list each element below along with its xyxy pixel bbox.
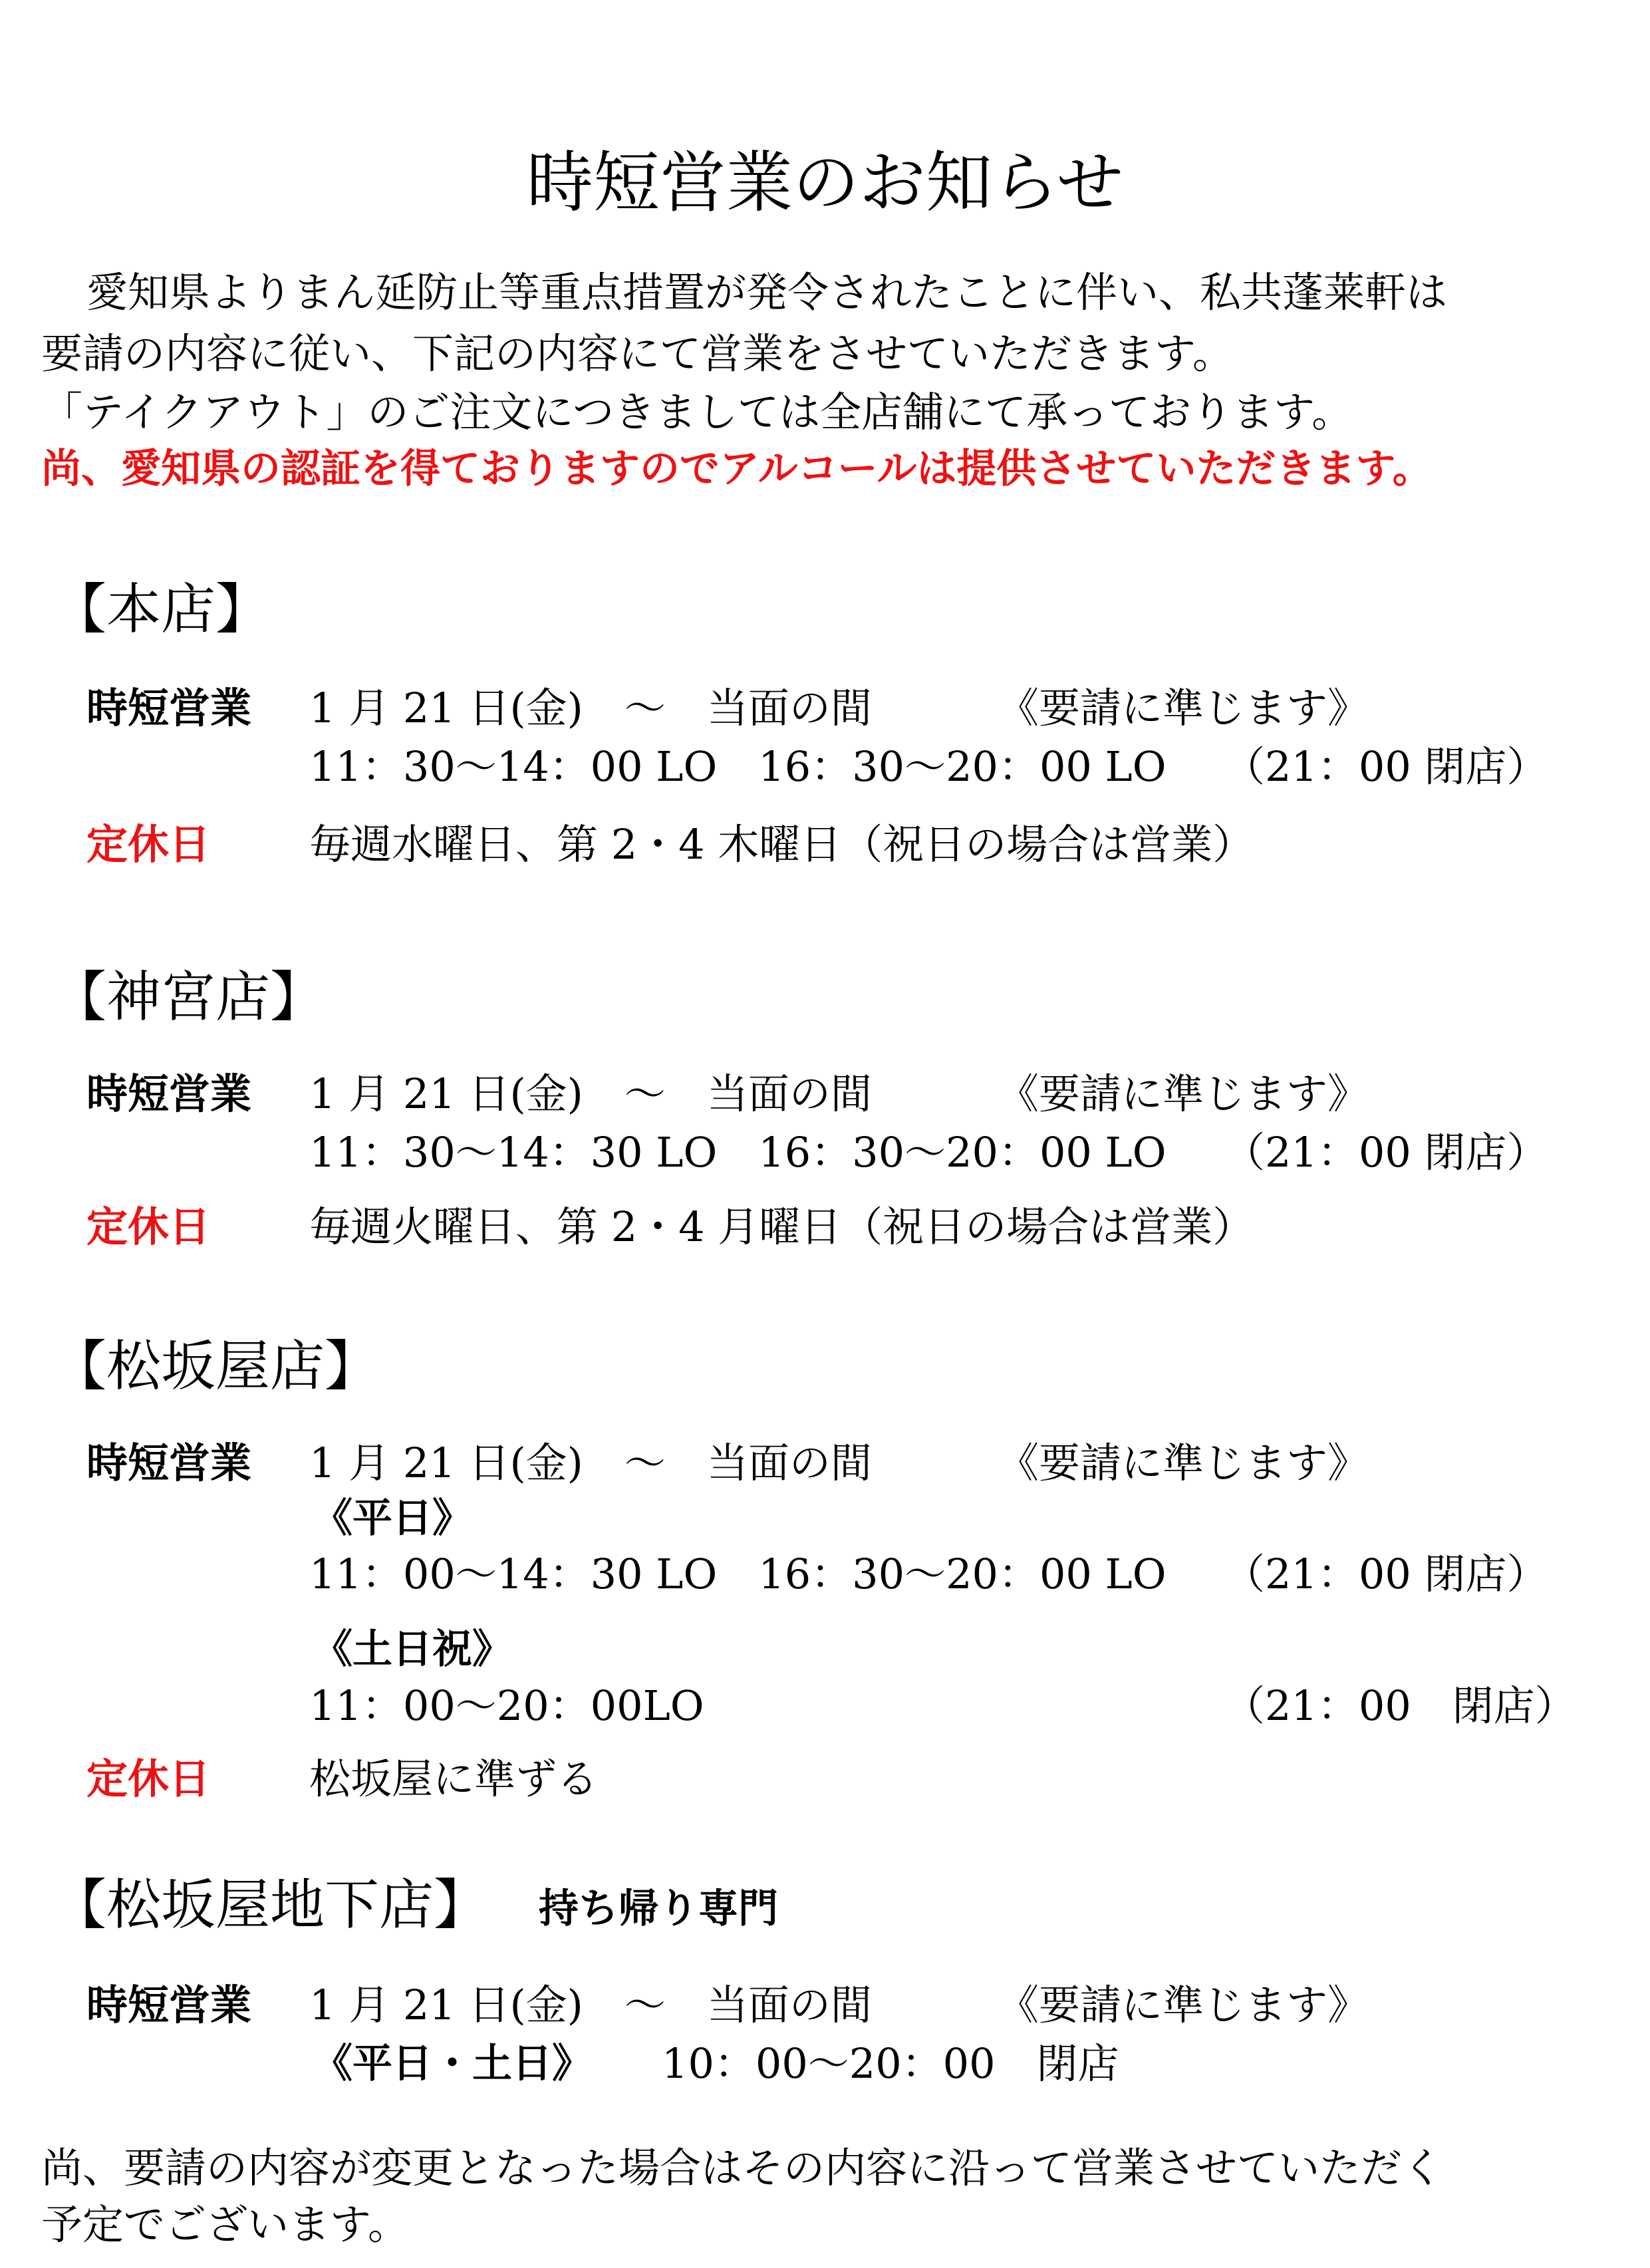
closing-time-weekend: （21：00 閉店） [1224, 1681, 1576, 1730]
footer-line-1: 尚、要請の内容が変更となった場合はその内容に沿って営業させていただく [41, 2144, 1444, 2192]
store-name-honten: 【本店】 [52, 578, 271, 641]
hours-note: 《要請に準じます》 [998, 1069, 1369, 1118]
hours-label: 時短営業 [86, 1981, 252, 2029]
hours-period: 1 月 21 日(金) ～ 当面の間 [309, 1439, 872, 1487]
closed-day-value: 毎週火曜日、第 2・4 月曜日（祝日の場合は営業） [309, 1203, 1254, 1251]
intro-line-1: 愛知県よりまん延防止等重点措置が発令されたことに伴い、私共蓬莱軒は [86, 268, 1448, 317]
hours-note: 《要請に準じます》 [998, 1981, 1369, 2029]
hours-note: 《要請に準じます》 [998, 1439, 1369, 1487]
hours-time: 11：30～14：00 LO 16：30～20：00 LO [309, 742, 1167, 791]
store-name-jingu: 【神宮店】 [52, 966, 325, 1029]
footer-line-2: 予定でございます。 [41, 2200, 410, 2249]
weekday-label: 《平日》 [313, 1495, 472, 1542]
hours-label: 時短営業 [86, 1069, 252, 1118]
days-label: 《平日・土日》 [313, 2041, 592, 2087]
closing-time-weekday: （21：00 閉店） [1224, 1550, 1548, 1598]
closed-day-value: 松坂屋に準ずる [309, 1755, 599, 1803]
closed-day-label: 定休日 [86, 1203, 211, 1251]
weekend-label: 《土日祝》 [313, 1626, 512, 1673]
hours-time: 11：30～14：30 LO 16：30～20：00 LO [309, 1128, 1167, 1177]
hours-period: 1 月 21 日(金) ～ 当面の間 [309, 684, 872, 732]
hours-time-weekday: 11：00～14：30 LO 16：30～20：00 LO [309, 1550, 1167, 1598]
alcohol-notice: 尚、愛知県の認証を得ておりますのでアルコールは提供させていただきます。 [41, 446, 1433, 492]
hours-period: 1 月 21 日(金) ～ 当面の間 [309, 1981, 872, 2029]
intro-line-3: 「テイクアウト」のご注文につきましては全店舗にて承っております。 [41, 388, 1353, 436]
hours-time: 10：00～20：00 閉店 [662, 2039, 1119, 2088]
hours-label: 時短営業 [86, 1439, 252, 1487]
closed-day-label: 定休日 [86, 820, 211, 869]
closing-time: （21：00 閉店） [1224, 742, 1548, 791]
store-name-matsuzakaya-basement: 【松坂屋地下店】 [52, 1874, 489, 1937]
closing-time: （21：00 閉店） [1224, 1128, 1548, 1177]
store-name-matsuzakaya: 【松坂屋店】 [52, 1335, 380, 1398]
hours-time-weekend: 11：00～20：00LO [309, 1681, 704, 1730]
intro-line-2: 要請の内容に従い、下記の内容にて営業をさせていただきます。 [41, 329, 1234, 378]
closed-day-label: 定休日 [86, 1755, 211, 1803]
closed-day-value: 毎週水曜日、第 2・4 木曜日（祝日の場合は営業） [309, 820, 1254, 869]
hours-label: 時短営業 [86, 684, 252, 732]
page-title: 時短営業のお知らせ [527, 144, 1123, 221]
hours-note: 《要請に準じます》 [998, 684, 1369, 732]
takeout-only-tag: 持ち帰り専門 [539, 1886, 778, 1932]
hours-period: 1 月 21 日(金) ～ 当面の間 [309, 1069, 872, 1118]
